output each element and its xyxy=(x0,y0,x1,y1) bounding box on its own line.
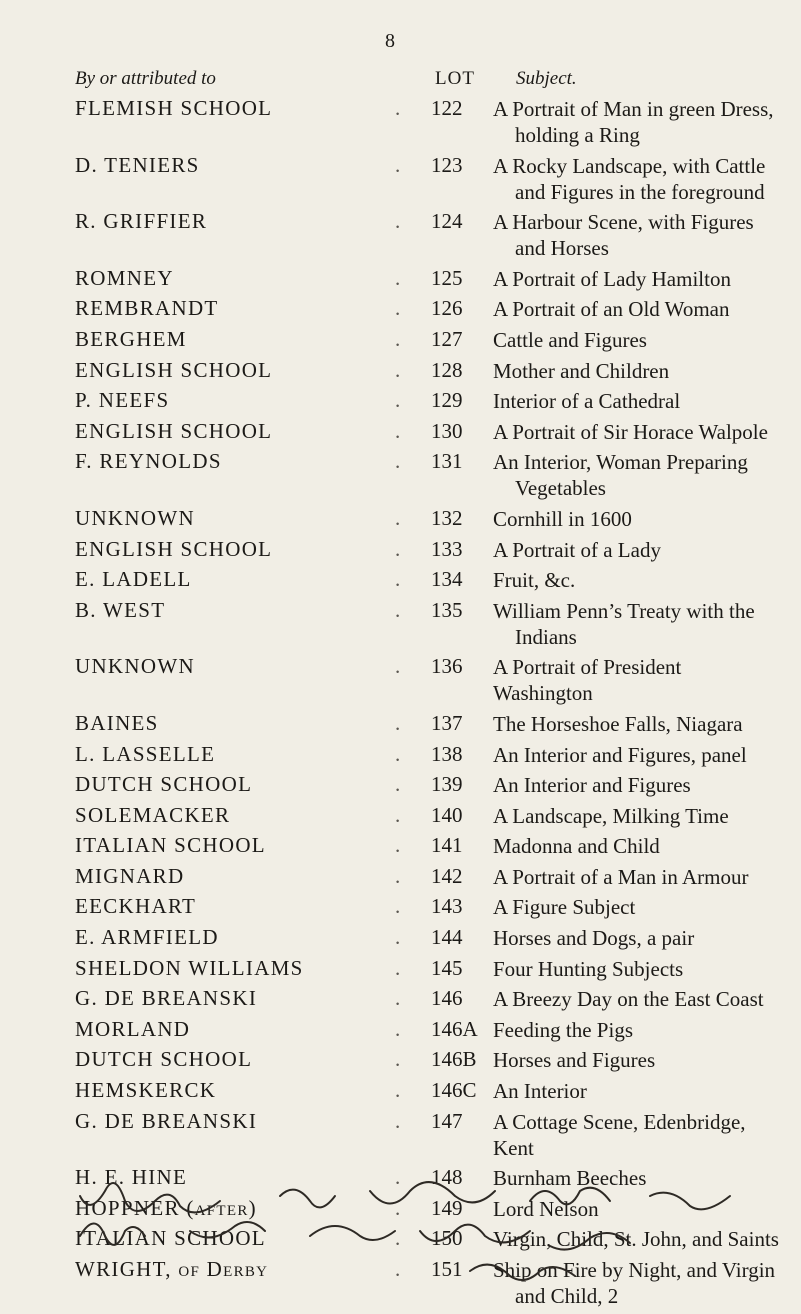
catalogue-row xyxy=(0,1078,801,1104)
catalogue-row xyxy=(0,654,801,706)
leader-dot: . xyxy=(395,955,402,980)
artist-text: WRIGHT, of Derby xyxy=(75,1257,269,1281)
subject-line: A Cottage Scene, Edenbridge, Kent xyxy=(493,1109,746,1160)
artist-name xyxy=(75,209,425,234)
lot-number: 136 xyxy=(431,654,463,679)
catalogue-row xyxy=(0,537,801,563)
subject-text xyxy=(493,388,783,414)
artist-name xyxy=(75,419,425,444)
subject-continuation: and Figures in the foreground xyxy=(515,179,765,204)
lot-number: 135 xyxy=(431,597,463,622)
subject-line: A Portrait of Sir Horace Walpole xyxy=(493,419,768,444)
artist-name xyxy=(75,894,425,919)
artist-text: H. E. HINE xyxy=(75,1165,188,1190)
subject-column-header: Subject. xyxy=(516,68,577,89)
catalogue-row xyxy=(0,449,801,501)
leader-dot: . xyxy=(395,654,402,679)
leader-dot: . xyxy=(395,1257,402,1281)
subject-continuation: Indians xyxy=(515,624,577,649)
subject-line: A Portrait of a Lady xyxy=(493,537,661,562)
leader-dot: . xyxy=(395,1195,402,1220)
artist-text: FLEMISH SCHOOL xyxy=(75,96,273,120)
leader-dot: . xyxy=(395,1078,402,1103)
artist-text: ITALIAN SCHOOL xyxy=(75,1226,266,1251)
artist-name xyxy=(75,537,425,562)
lot-number: 134 xyxy=(431,567,463,592)
subject-line: A Portrait of an Old Woman xyxy=(493,297,730,322)
artist-name xyxy=(75,986,425,1011)
catalogue-row xyxy=(0,711,801,737)
leader-dot: . xyxy=(395,1226,402,1251)
artist-name xyxy=(75,327,425,352)
leader-dot: . xyxy=(395,802,402,827)
artist-name xyxy=(75,153,425,178)
catalogue-row xyxy=(0,567,801,593)
artist-text: ENGLISH SCHOOL xyxy=(75,357,273,382)
artist-name xyxy=(75,388,425,413)
leader-dot: . xyxy=(395,357,402,382)
subject-text xyxy=(493,153,783,205)
leader-dot: . xyxy=(395,536,402,561)
catalogue-row xyxy=(0,153,801,205)
artist-name xyxy=(75,296,425,321)
subject-line: Cornhill in 1600 xyxy=(493,506,632,531)
artist-name xyxy=(75,506,425,531)
subject-text xyxy=(493,96,783,148)
artist-text: L. LASSELLE xyxy=(75,741,216,766)
subject-line: Mother and Children xyxy=(493,358,670,383)
catalogue-row xyxy=(0,358,801,384)
leader-dot: . xyxy=(395,710,402,735)
subject-text xyxy=(493,419,783,445)
subject-text xyxy=(493,1078,783,1104)
lot-number: 141 xyxy=(431,833,463,858)
catalogue-row xyxy=(0,388,801,414)
artist-text: E. LADELL xyxy=(75,567,192,592)
subject-line: A Figure Subject xyxy=(493,895,636,920)
lot-number: 133 xyxy=(431,536,463,561)
subject-line: Fruit, &c. xyxy=(493,568,576,593)
lot-number: 125 xyxy=(431,265,463,290)
subject-text xyxy=(493,803,783,829)
artist-text: ENGLISH SCHOOL xyxy=(75,418,273,443)
artist-text: MORLAND xyxy=(75,1016,191,1041)
leader-dot: . xyxy=(395,1165,402,1190)
subject-continuation: and Child, 2 xyxy=(515,1284,619,1308)
subject-text xyxy=(493,567,783,593)
artist-name xyxy=(75,567,425,592)
catalogue-row xyxy=(0,803,801,829)
subject-text xyxy=(493,742,783,768)
artist-text: REMBRANDT xyxy=(75,296,219,321)
leader-dot: . xyxy=(395,96,402,120)
lot-number: 146B xyxy=(431,1047,477,1072)
catalogue-row xyxy=(0,296,801,322)
lot-number: 144 xyxy=(431,925,463,950)
artist-text: SOLEMACKER xyxy=(75,802,231,827)
subject-text xyxy=(493,894,783,920)
artist-text: UNKNOWN xyxy=(75,505,195,530)
artist-text: ITALIAN SCHOOL xyxy=(75,833,266,858)
catalogue-row xyxy=(0,506,801,532)
lot-number: 147 xyxy=(431,1108,463,1133)
artist-text: HOPPNER (after) xyxy=(75,1195,257,1220)
artist-text: R. GRIFFIER xyxy=(75,209,208,234)
lot-number: 149 xyxy=(431,1195,463,1220)
artist-name xyxy=(75,956,425,981)
subject-line: An Interior and Figures xyxy=(493,773,691,798)
artist-name xyxy=(75,742,425,767)
artist-text: ROMNEY xyxy=(75,265,174,290)
subject-line: An Interior and Figures, panel xyxy=(493,742,747,767)
lot-number: 128 xyxy=(431,357,463,382)
subject-line: Burnham Beeches xyxy=(493,1166,647,1191)
catalogue-row xyxy=(0,772,801,798)
leader-dot: . xyxy=(395,418,402,443)
subject-text xyxy=(493,358,783,384)
catalogue-row xyxy=(0,864,801,890)
subject-text xyxy=(493,1017,783,1043)
subject-text xyxy=(493,449,783,501)
artist-name xyxy=(75,598,425,623)
subject-line: Four Hunting Subjects xyxy=(493,956,684,981)
leader-dot: . xyxy=(395,772,402,797)
catalogue-row xyxy=(0,266,801,292)
artist-text: D. TENIERS xyxy=(75,152,200,177)
artist-text: ENGLISH SCHOOL xyxy=(75,536,273,561)
leader-dot: . xyxy=(395,265,402,290)
leader-dot: . xyxy=(395,1016,402,1041)
leader-dot: . xyxy=(395,449,402,474)
catalogue-list xyxy=(0,96,801,1314)
leader-dot: . xyxy=(395,388,402,413)
subject-line: A Portrait of a Man in Armour xyxy=(493,864,749,889)
artist-name xyxy=(75,1017,425,1042)
artist-text: EECKHART xyxy=(75,894,197,919)
leader-dot: . xyxy=(395,986,402,1011)
catalogue-row xyxy=(0,894,801,920)
artist-name xyxy=(75,449,425,474)
subject-text xyxy=(493,772,783,798)
lot-number: 122 xyxy=(431,96,463,120)
leader-dot: . xyxy=(395,1047,402,1072)
subject-text xyxy=(493,537,783,563)
subject-text xyxy=(493,864,783,890)
lot-number: 151 xyxy=(431,1257,463,1281)
leader-dot: . xyxy=(395,833,402,858)
leader-dot: . xyxy=(395,1108,402,1133)
catalogue-row xyxy=(0,956,801,982)
artist-text: G. DE BREANSKI xyxy=(75,1108,258,1133)
leader-dot: . xyxy=(395,505,402,530)
subject-text xyxy=(493,1109,783,1161)
lot-number: 124 xyxy=(431,209,463,234)
lot-number: 138 xyxy=(431,741,463,766)
artist-text: BAINES xyxy=(75,710,159,735)
catalogue-row xyxy=(0,742,801,768)
artist-text: F. REYNOLDS xyxy=(75,449,222,474)
subject-line: Cattle and Figures xyxy=(493,327,647,352)
artist-name xyxy=(75,358,425,383)
leader-dot: . xyxy=(395,925,402,950)
artist-text: UNKNOWN xyxy=(75,654,195,679)
lot-number: 129 xyxy=(431,388,463,413)
subject-text xyxy=(493,833,783,859)
subject-line: A Rocky Landscape, with Cattle xyxy=(493,153,766,178)
subject-line: A Breezy Day on the East Coast xyxy=(493,987,764,1012)
subject-text xyxy=(493,925,783,951)
artist-text: HEMSKERCK xyxy=(75,1078,217,1103)
lot-number: 126 xyxy=(431,296,463,321)
leader-dot: . xyxy=(395,863,402,888)
artist-name xyxy=(75,1047,425,1072)
catalogue-row xyxy=(0,833,801,859)
artist-text: BERGHEM xyxy=(75,326,187,351)
lot-number: 137 xyxy=(431,710,463,735)
subject-line: A Portrait of Man in green Dress, xyxy=(493,97,774,121)
lot-number: 139 xyxy=(431,772,463,797)
subject-text xyxy=(493,327,783,353)
artist-name xyxy=(75,772,425,797)
subject-text xyxy=(493,986,783,1012)
artist-name xyxy=(75,711,425,736)
leader-dot: . xyxy=(395,894,402,919)
subject-text xyxy=(493,598,783,650)
subject-line: Lord Nelson xyxy=(493,1196,599,1221)
lot-number: 127 xyxy=(431,326,463,351)
lot-number: 143 xyxy=(431,894,463,919)
lot-number: 132 xyxy=(431,505,463,530)
artist-name xyxy=(75,1078,425,1103)
lot-number: 146A xyxy=(431,1016,478,1041)
artist-name xyxy=(75,96,425,121)
artist-name xyxy=(75,833,425,858)
catalogue-row xyxy=(0,419,801,445)
artist-text: P. NEEFS xyxy=(75,388,170,413)
artist-name xyxy=(75,864,425,889)
subject-text xyxy=(493,506,783,532)
subject-line: A Portrait of President Washington xyxy=(493,655,682,706)
artist-name xyxy=(75,1109,425,1134)
artist-text: MIGNARD xyxy=(75,863,185,888)
subject-line: Madonna and Child xyxy=(493,834,660,859)
catalogue-row xyxy=(0,1017,801,1043)
catalogue-row xyxy=(0,209,801,261)
artist-text: DUTCH SCHOOL xyxy=(75,1047,253,1072)
artist-name xyxy=(75,654,425,679)
leader-dot: . xyxy=(395,597,402,622)
artist-text: SHELDON WILLIAMS xyxy=(75,955,304,980)
lot-number: 146 xyxy=(431,986,463,1011)
lot-number: 140 xyxy=(431,802,463,827)
leader-dot: . xyxy=(395,326,402,351)
lot-number: 145 xyxy=(431,955,463,980)
artist-name xyxy=(75,803,425,828)
subject-line: Horses and Dogs, a pair xyxy=(493,926,695,951)
lot-number: 130 xyxy=(431,418,463,443)
subject-continuation: holding a Ring xyxy=(515,123,640,147)
lot-column-header: LOT xyxy=(435,68,475,89)
lot-number: 146C xyxy=(431,1078,477,1103)
lot-number: 148 xyxy=(431,1165,463,1190)
artist-name xyxy=(75,266,425,291)
subject-text xyxy=(493,296,783,322)
subject-line: A Portrait of Lady Hamilton xyxy=(493,266,731,291)
lot-number: 150 xyxy=(431,1226,463,1251)
leader-dot: . xyxy=(395,567,402,592)
catalogue-row xyxy=(0,925,801,951)
catalogue-row xyxy=(0,327,801,353)
artist-text: B. WEST xyxy=(75,597,166,622)
catalogue-row xyxy=(0,1109,801,1161)
catalogue-row xyxy=(0,1047,801,1073)
handwritten-annotation xyxy=(70,1176,770,1286)
catalogue-row xyxy=(0,598,801,650)
lot-number: 131 xyxy=(431,449,463,474)
leader-dot: . xyxy=(395,296,402,321)
subject-line: William Penn’s Treaty with the xyxy=(493,598,755,623)
subject-line: A Landscape, Milking Time xyxy=(493,803,729,828)
artist-text: DUTCH SCHOOL xyxy=(75,772,253,797)
leader-dot: . xyxy=(395,209,402,234)
subject-line: Horses and Figures xyxy=(493,1048,656,1073)
subject-line: The Horseshoe Falls, Niagara xyxy=(493,711,743,736)
subject-text xyxy=(493,209,783,261)
artist-column-header: By or attributed to xyxy=(75,68,216,89)
subject-text xyxy=(493,654,783,706)
subject-text xyxy=(493,711,783,737)
page-number: 8 xyxy=(385,30,395,52)
subject-continuation: Vegetables xyxy=(515,476,606,501)
catalogue-row xyxy=(0,96,801,148)
artist-text: E. ARMFIELD xyxy=(75,925,219,950)
subject-text xyxy=(493,956,783,982)
subject-continuation: and Horses xyxy=(515,236,609,261)
subject-line: Interior of a Cathedral xyxy=(493,389,681,414)
subject-line: Virgin, Child, St. John, and Saints xyxy=(493,1227,779,1252)
subject-line: Feeding the Pigs xyxy=(493,1017,633,1042)
artist-name xyxy=(75,925,425,950)
lot-number: 123 xyxy=(431,152,463,177)
artist-text: G. DE BREANSKI xyxy=(75,986,258,1011)
subject-line: A Harbour Scene, with Figures xyxy=(493,210,754,235)
subject-text xyxy=(493,1047,783,1073)
leader-dot: . xyxy=(395,741,402,766)
subject-line: An Interior xyxy=(493,1079,587,1104)
leader-dot: . xyxy=(395,152,402,177)
subject-text xyxy=(493,266,783,292)
subject-line: Ship on Fire by Night, and Virgin xyxy=(493,1258,776,1282)
subject-line: An Interior, Woman Preparing xyxy=(493,450,748,475)
catalogue-row xyxy=(0,986,801,1012)
lot-number: 142 xyxy=(431,863,463,888)
